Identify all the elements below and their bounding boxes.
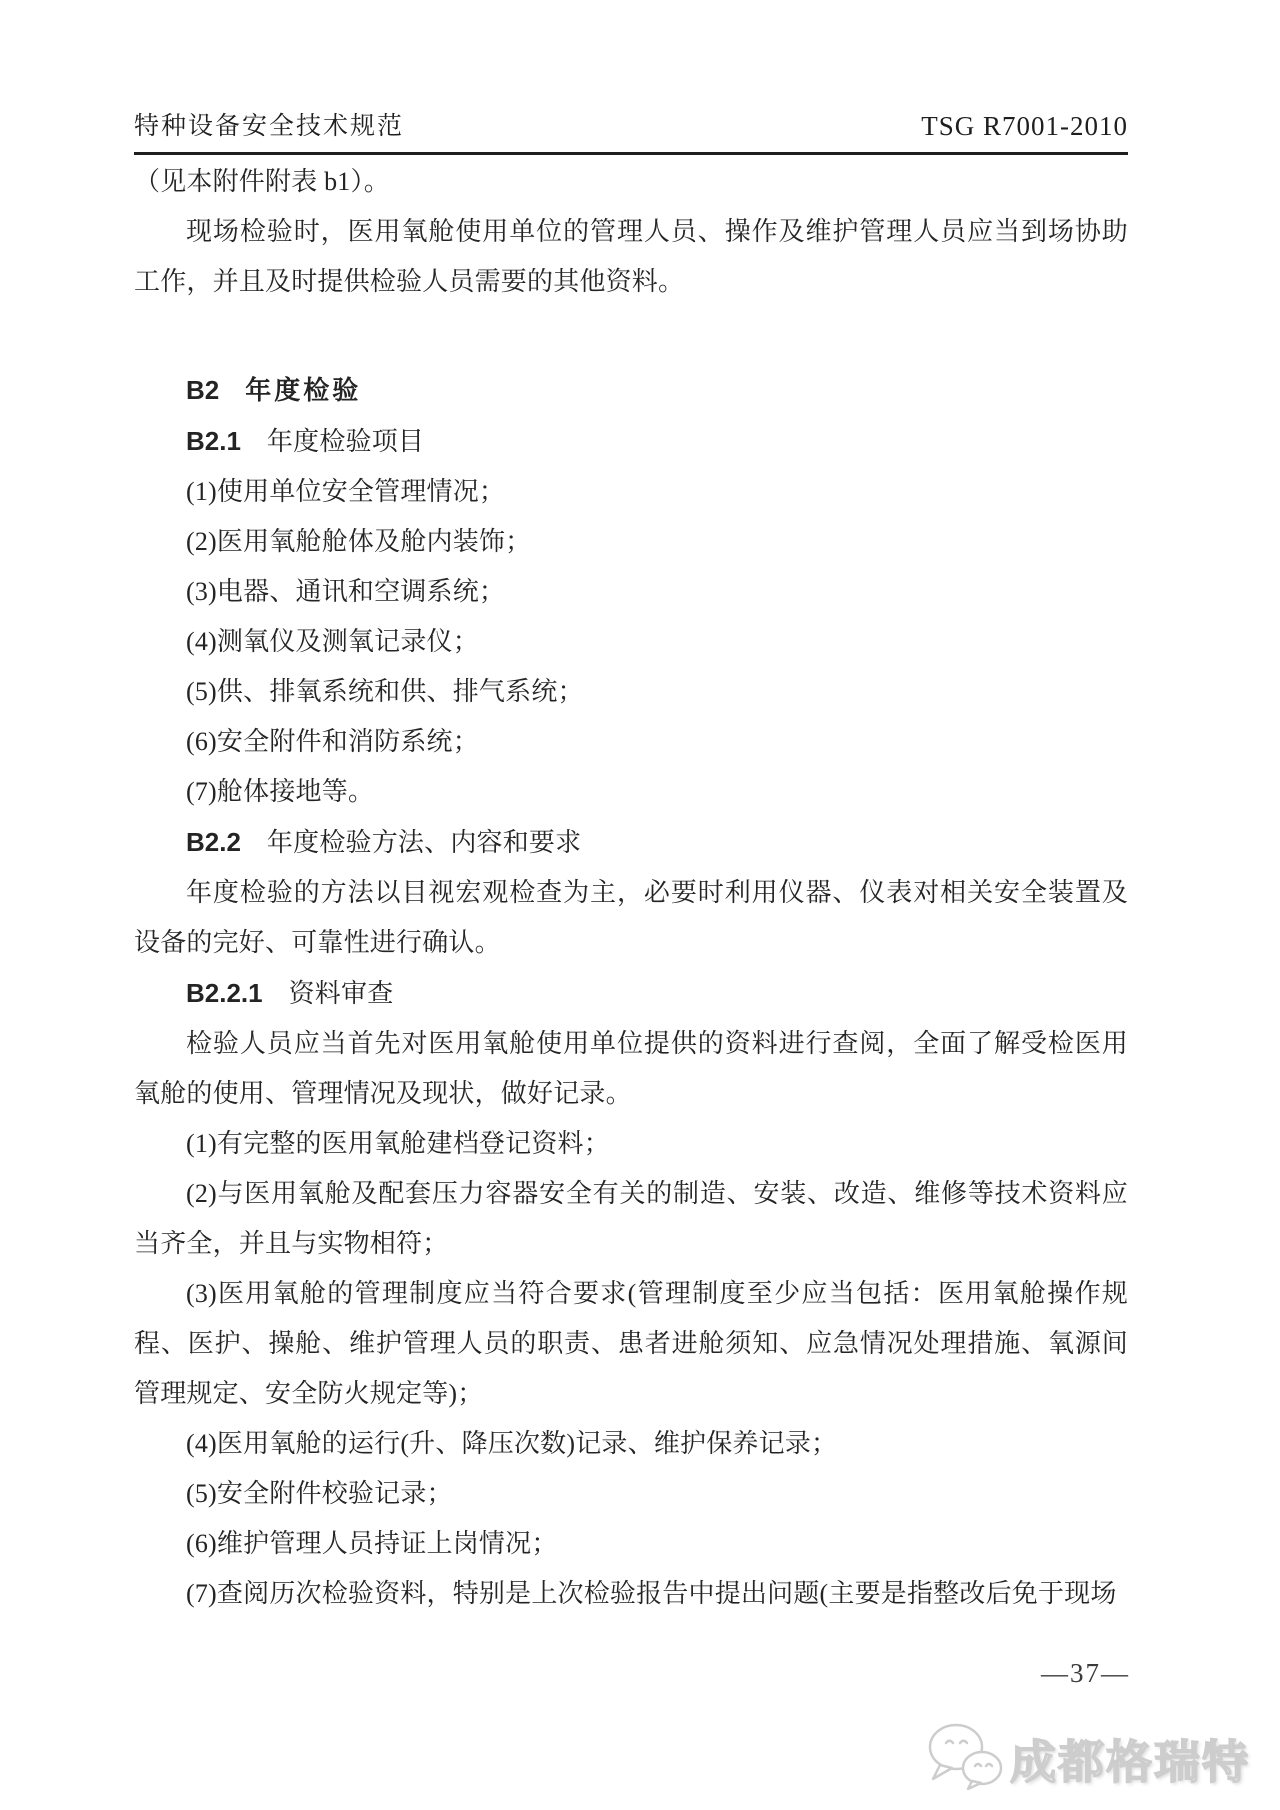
sub-heading <box>134 817 1128 868</box>
list-item: (5)安全附件校验记录； <box>186 1479 453 1508</box>
wechat-icon <box>926 1722 1004 1795</box>
heading-text: 年度检验 <box>245 376 362 405</box>
heading-number: B2.1 <box>186 426 241 456</box>
heading-number: B2 <box>186 375 220 405</box>
sub-heading <box>134 416 1128 467</box>
list-item: (7)查阅历次检验资料，特别是上次检验报告中提出问题(主要是指整改后免于现场 <box>186 1579 1117 1608</box>
list-item: (3)电器、通讯和空调系统； <box>186 577 506 606</box>
watermark <box>926 1722 1250 1795</box>
list-item: (4)测氧仪及测氧记录仪； <box>186 627 479 656</box>
list-item: (5)供、排氧系统和供、排气系统； <box>186 677 584 706</box>
sub-heading <box>134 968 1128 1019</box>
page-number: —37— <box>1041 1658 1130 1688</box>
list-item: (1)使用单位安全管理情况； <box>186 477 506 506</box>
heading-number: B2.2 <box>186 827 241 857</box>
paragraph: （见本附件附表 b1）。 <box>134 167 390 196</box>
heading-text: 年度检验方法、内容和要求 <box>266 828 582 857</box>
paragraph: 现场检验时，医用氧舱使用单位的管理人员、操作及维护管理人员应当到场协助工作，并且及时提供检验人员需要的其他资料。 <box>134 217 1128 296</box>
heading-text: 年度检验项目 <box>266 427 425 456</box>
paragraph: 检验人员应当首先对医用氧舱使用单位提供的资料进行查阅，全面了解受检医用氧舱的使用、管理情况及现状，做好记录。 <box>134 1029 1128 1108</box>
list-item: (1)有完整的医用氧舱建档登记资料； <box>186 1129 610 1158</box>
header-code: TSG R7001-2010 <box>921 111 1128 141</box>
list-item: (4)医用氧舱的运行(升、降压次数)记录、维护保养记录； <box>186 1429 838 1458</box>
watermark-text: 成都格瑞特 <box>1010 1735 1250 1788</box>
paragraph: 年度检验的方法以目视宏观检查为主，必要时利用仪器、仪表对相关安全装置及设备的完好、可靠性进行确认。 <box>134 878 1128 957</box>
header-title: 特种设备安全技术规范 <box>134 113 405 140</box>
list-item: (6)维护管理人员持证上岗情况； <box>186 1529 558 1558</box>
list-item: (3)医用氧舱的管理制度应当符合要求(管理制度至少应当包括：医用氧舱操作规程、医护、操舱、维护管理人员的职责、患者进舱须知、应急情况处理措施、氧源间管理规定、安全防火规定等)； <box>134 1279 1128 1408</box>
list-item: (2)与医用氧舱及配套压力容器安全有关的制造、安装、改造、维修等技术资料应当齐全，并且与实物相符； <box>134 1179 1128 1258</box>
section-heading <box>134 365 1128 416</box>
heading-number: B2.2.1 <box>186 978 263 1008</box>
heading-text: 资料审查 <box>288 979 394 1008</box>
list-item: (2)医用氧舱舱体及舱内装饰； <box>186 527 532 556</box>
list-item: (7)舱体接地等。 <box>186 777 375 806</box>
page-header <box>134 0 1128 155</box>
list-item: (6)安全附件和消防系统； <box>186 727 479 756</box>
content <box>134 155 1128 1619</box>
